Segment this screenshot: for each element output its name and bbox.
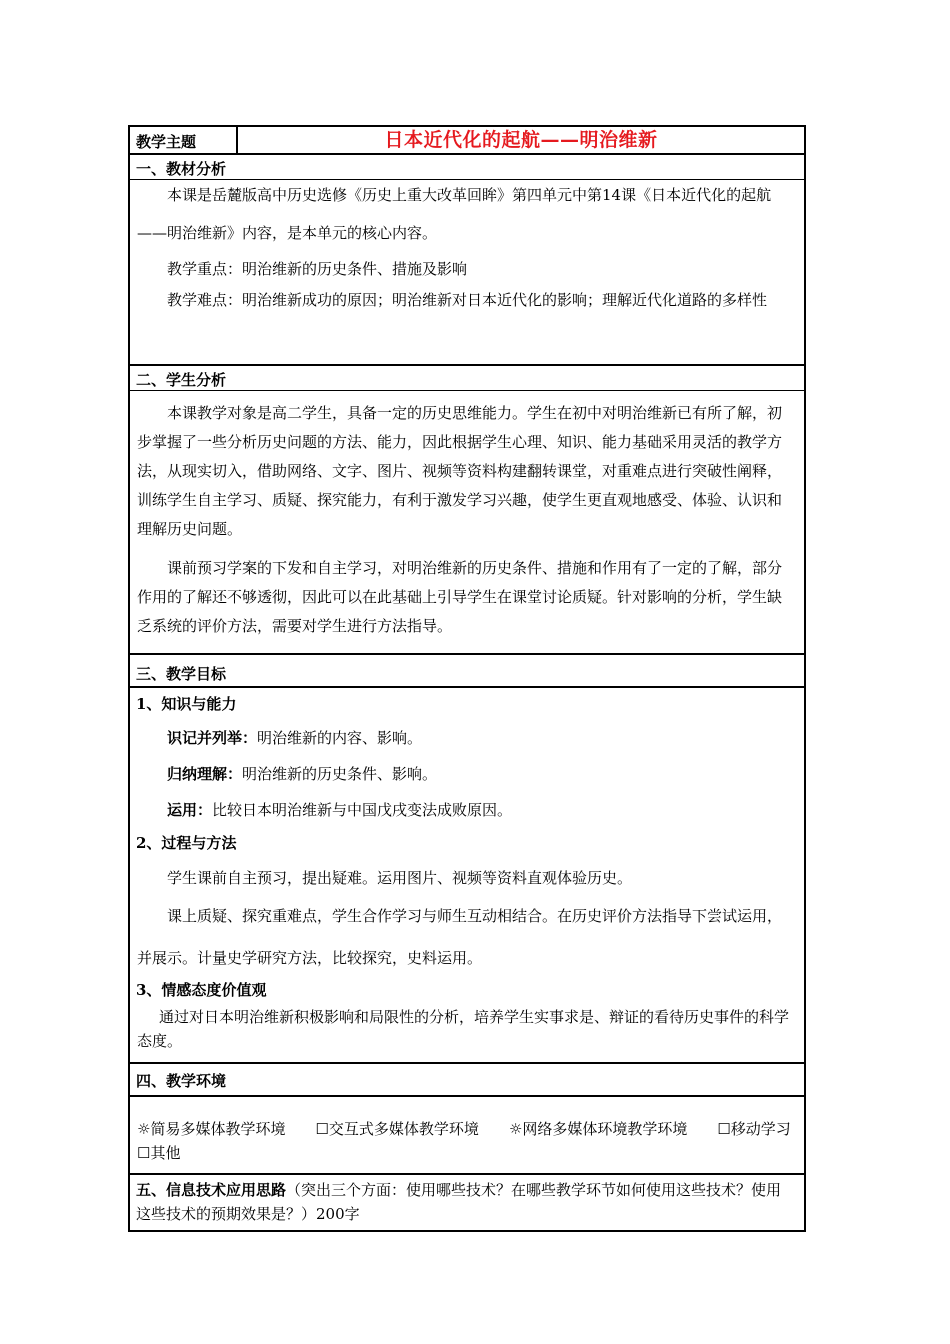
lesson-plan-table bbox=[128, 125, 821, 1232]
section5-note: （突出三个方面：使用哪些技术？在哪些教学环节如何使用这些技术？使用这些技术的预期效果是？）200字 bbox=[136, 1181, 782, 1223]
values-para1: 通过对日本明治维新积极影响和局限性的分析，培养学生实事求是、辩证的看待历史事件的科学态度。 bbox=[137, 1008, 790, 1050]
section2-heading: 二、学生分析 bbox=[130, 364, 804, 390]
section1-para1: 本课是岳麓版高中历史选修《历史上重大改革回眸》第四单元中第14课《日本近代化的起航——明治维新》内容，是本单元的核心内容。 bbox=[137, 186, 772, 242]
process-para2: 课上质疑、探究重难点，学生合作学习与师生互动相结合。在历史评价方法指导下尝试运用，并展示。计量史学研究方法，比较探究，史料运用。 bbox=[137, 907, 783, 967]
section3-body bbox=[130, 686, 804, 1062]
values-heading: 3、情感态度价值观 bbox=[136, 981, 267, 999]
knowledge-item-label: 运用： bbox=[167, 801, 213, 819]
section1-body bbox=[130, 179, 804, 364]
knowledge-item-text: 明治维新的内容、影响。 bbox=[257, 729, 423, 747]
section5-heading: 五、信息技术应用思路 bbox=[136, 1181, 287, 1199]
section5 bbox=[130, 1173, 804, 1230]
section4-heading: 四、教学环境 bbox=[130, 1062, 804, 1095]
lesson-title: 日本近代化的起航——明治维新 bbox=[384, 129, 658, 151]
process-para1: 学生课前自主预习，提出疑难。运用图片、视频等资料直观体验历史。 bbox=[167, 869, 633, 887]
knowledge-heading: 1、知识与能力 bbox=[136, 695, 237, 713]
section2-body bbox=[130, 390, 804, 653]
section1-heading: 一、教材分析 bbox=[130, 153, 804, 179]
knowledge-item bbox=[137, 720, 796, 756]
section1-para3: 教学难点：明治维新成功的原因；明治维新对日本近代化的影响；理解近代化道路的多样性 bbox=[167, 291, 768, 309]
title-row bbox=[130, 127, 804, 153]
knowledge-item-text: 明治维新的历史条件、影响。 bbox=[242, 765, 438, 783]
process-heading: 2、过程与方法 bbox=[136, 834, 237, 852]
section1-para2: 教学重点：明治维新的历史条件、措施及影响 bbox=[167, 260, 468, 278]
knowledge-item-text: 比较日本明治维新与中国戊戌变法成败原因。 bbox=[212, 801, 513, 819]
knowledge-item-label: 归纳理解： bbox=[167, 765, 243, 783]
title-label: 教学主题 bbox=[130, 127, 238, 153]
knowledge-item bbox=[137, 792, 796, 828]
section2-para1: 本课教学对象是高二学生，具备一定的历史思维能力。学生在初中对明治维新已有所了解，初步掌握了一些分析历史问题的方法、能力，因此根据学生心理、知识、能力基础采用灵活的教学方法，从现实切入，借助网络、文字、图片、视频等资料构建翻转课堂，对重难点进行突破性阐释，训练学生自主学习、质疑、探究能力，有利于激发学习兴趣，使学生更直观地感受、体验、认识和理解历史问题。 bbox=[137, 404, 783, 538]
section4-body bbox=[130, 1095, 821, 1173]
section2-para2: 课前预习学案的下发和自主学习，对明治维新的历史条件、措施和作用有了一定的了解，部分作用的了解还不够透彻，因此可以在此基础上引导学生在课堂讨论质疑。针对影响的分析，学生缺乏系统的评价方法，需要对学生进行方法指导。 bbox=[137, 559, 783, 635]
section3-heading: 三、教学目标 bbox=[130, 653, 804, 686]
knowledge-item bbox=[137, 756, 796, 792]
knowledge-item-label: 识记并列举： bbox=[167, 729, 258, 747]
environment-options: ☼简易多媒体教学环境 ☐交互式多媒体教学环境 ☼网络多媒体环境教学环境 ☐移动学习 ☐其他 bbox=[137, 1120, 821, 1162]
